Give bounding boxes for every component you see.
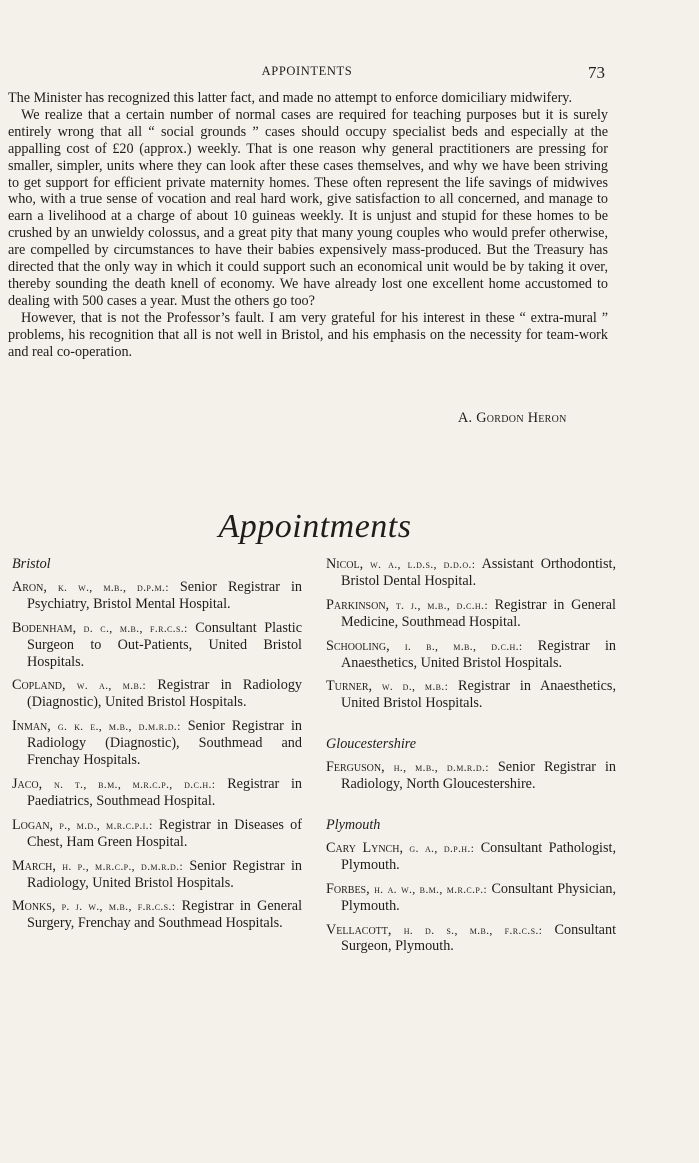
- appointee-qualifications: t. j., m.b., d.c.h.:: [395, 597, 488, 612]
- appointments-left-column: [12, 556, 302, 939]
- appointment-entry: [326, 678, 616, 712]
- appointment-entry: [12, 858, 302, 892]
- appointee-qualifications: p., m.d., m.r.c.p.i.:: [59, 817, 153, 832]
- appointee-qualifications: h. d. s., m.b., f.r.c.s.:: [403, 922, 543, 937]
- letter-paragraph: However, that is not the Professor’s fault. I am very grateful for his interest in these “ extra-mural ” problems, his recognition that all is not well in Bristol, and his emphasis on the necessity for team-work and real co-operation.: [8, 309, 608, 360]
- appointee-name: Schooling,: [326, 637, 390, 654]
- appointment-entry: [326, 881, 616, 915]
- appointee-name: March,: [12, 857, 56, 874]
- appointment-entry: [326, 759, 616, 793]
- appointee-qualifications: k. w., m.b., d.p.m.:: [57, 579, 169, 594]
- appointment-post: Registrar in Anaesthetics, United Bristol Hospitals.: [341, 678, 616, 712]
- appointment-post: Consultant Pathologist, Plymouth.: [341, 839, 616, 873]
- appointment-post: Senior Registrar in Radiology (Diagnostic), Southmead and Frenchay Hospitals.: [27, 718, 303, 769]
- appointee-name: Monks,: [12, 898, 56, 915]
- appointments-right-column: [326, 556, 616, 962]
- appointee-qualifications: h., m.b., d.m.r.d.:: [393, 760, 489, 775]
- appointee-name: Forbes,: [326, 880, 370, 897]
- appointee-name: Copland,: [12, 677, 66, 694]
- region-heading: Plymouth: [326, 816, 381, 833]
- appointee-name: Vellacott,: [326, 921, 392, 938]
- appointment-post: Consultant Plastic Surgeon to Out-Patients, United Bristol Hospitals.: [27, 619, 303, 670]
- page-number: 73: [588, 63, 605, 82]
- appointee-qualifications: w. a., m.b.:: [76, 678, 147, 693]
- appointment-post: Registrar in Anaesthetics, United Bristol Hospitals.: [341, 637, 617, 671]
- appointee-name: Nicol,: [326, 556, 364, 572]
- appointee-name: Parkinson,: [326, 596, 390, 613]
- appointment-entry: [12, 776, 302, 810]
- appointment-post: Consultant Physician, Plymouth.: [341, 880, 617, 914]
- appointee-qualifications: d. c., m.b., f.r.c.s.:: [83, 620, 188, 635]
- appointment-entry: [326, 638, 616, 672]
- section-title: Appointments: [218, 508, 412, 545]
- appointee-name: Inman,: [12, 718, 51, 735]
- appointee-qualifications: n. t., b.m., m.r.c.p., d.c.h.:: [53, 776, 216, 791]
- appointment-entry: [326, 922, 616, 956]
- appointee-name: Logan,: [12, 816, 54, 833]
- appointment-post: Consultant Surgeon, Plymouth.: [341, 921, 617, 955]
- letter-signature: A. Gordon Heron: [458, 410, 567, 426]
- appointee-qualifications: g. a., d.p.h.:: [409, 840, 475, 855]
- appointment-post: Registrar in Diseases of Chest, Ham Green Hospital.: [27, 816, 302, 850]
- running-head: [0, 64, 699, 84]
- appointment-entry: [12, 817, 302, 851]
- region-heading: Gloucestershire: [326, 736, 417, 753]
- appointment-entry: [326, 556, 616, 590]
- letter-paragraph: The Minister has recognized this latter fact, and made no attempt to enforce domiciliary midwifery.: [8, 90, 573, 106]
- appointee-qualifications: w. a., l.d.s., d.d.o.:: [370, 557, 476, 571]
- appointee-name: Bodenham,: [12, 619, 77, 636]
- appointment-entry: [12, 579, 302, 613]
- appointment-post: Assistant Orthodontist, Bristol Dental Hospital.: [341, 556, 616, 589]
- appointment-entry: [12, 677, 302, 711]
- appointment-post: Senior Registrar in Psychiatry, Bristol Mental Hospital.: [27, 578, 303, 612]
- appointee-name: Ferguson,: [326, 759, 385, 776]
- running-title: APPOINTENTS: [261, 64, 353, 78]
- appointment-post: Registrar in General Medicine, Southmead Hospital.: [341, 596, 616, 630]
- appointment-entry: [12, 898, 302, 932]
- appointee-name: Turner,: [326, 678, 373, 695]
- appointment-post: Registrar in Paediatrics, Southmead Hospital.: [27, 775, 303, 809]
- appointee-name: Cary Lynch,: [326, 839, 403, 856]
- appointment-entry: [326, 597, 616, 631]
- appointee-qualifications: h. p., m.r.c.p., d.m.r.d.:: [62, 858, 184, 873]
- appointee-qualifications: p. j. w., m.b., f.r.c.s.:: [61, 899, 176, 914]
- appointment-post: Senior Registrar in Radiology, North Gloucestershire.: [341, 759, 617, 793]
- appointee-qualifications: i. b., m.b., d.c.h.:: [404, 638, 523, 653]
- appointee-qualifications: h. a. w., b.m., m.r.c.p.:: [374, 881, 488, 896]
- appointment-post: Registrar in Radiology (Diagnostic), United Bristol Hospitals.: [27, 677, 303, 711]
- appointment-entry: [12, 620, 302, 671]
- appointee-name: Aron,: [12, 578, 47, 595]
- appointment-entry: [326, 840, 616, 874]
- letter-paragraph: We realize that a certain number of normal cases are required for teaching purposes but it is surely entirely wrong that all “ social grounds ” cases should occupy specialist beds and especially at the appalling cost of £20 (approx.) weekly. That is one reason why general practitioners are pressing for smaller, simpler, units where they can look after these cases themselves, and why we have been striving to get support for efficient private maternity homes. These often represent the life savings of midwives who, with a true sense of vocation and real hard work, give satisfaction to all concerned, and manage to earn a livelihood at a charge of about 10 guineas weekly. It is unjust and stupid for these homes to be crushed by an unwieldy colossus, and a great pity that many young couples who would prefer otherwise, are compelled by circumstances to have their babies expensively mass-produced. But the Treasury has directed that the only way in which it could support such an economical unit would be by taking it over, thereby sounding the death knell of economy. We have already lost one excellent home accustomed to dealing with 500 cases a year. Must the others go too?: [8, 106, 608, 309]
- appointee-qualifications: w. d., m.b.:: [381, 679, 449, 694]
- appointee-name: Jaco,: [12, 775, 43, 792]
- appointment-post: Senior Registrar in Radiology, United Bristol Hospitals.: [27, 857, 303, 891]
- appointment-entry: [12, 718, 302, 769]
- appointee-qualifications: g. k. e., m.b., d.m.r.d.:: [57, 719, 181, 734]
- appointment-post: Registrar in General Surgery, Frenchay and Southmead Hospitals.: [27, 898, 303, 932]
- region-heading: Bristol: [12, 556, 51, 572]
- letter-body: [8, 90, 608, 361]
